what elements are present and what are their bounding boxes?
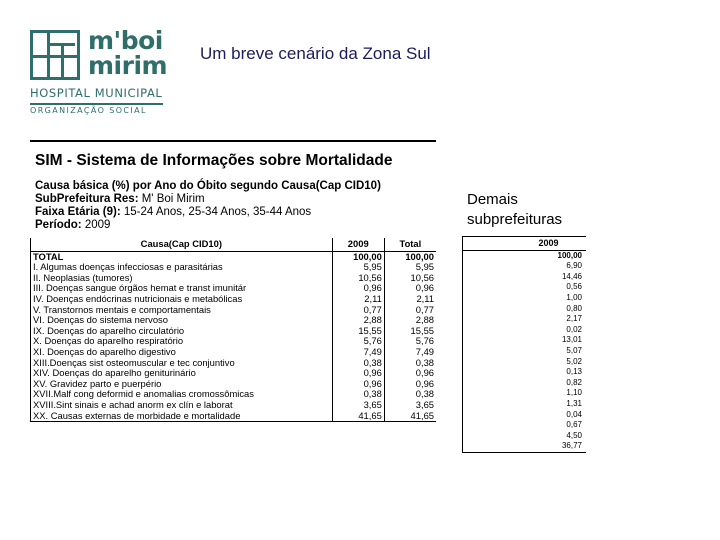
col-header-causa: Causa(Cap CID10) [31, 238, 333, 251]
demais-spacer-cell [463, 325, 512, 336]
value-2009-cell: 0,38 [332, 358, 384, 369]
demais-value-cell: 14,46 [561, 271, 582, 281]
sim-table-wrap [30, 238, 436, 422]
demais-row [463, 399, 587, 410]
logo-subtitle-organizacao: ORGANIZAÇÃO SOCIAL [30, 106, 147, 115]
demais-value-cell: 0,67 [566, 420, 582, 430]
demais-row [463, 357, 587, 368]
demais-spacer-cell [463, 357, 512, 368]
demais-label [467, 190, 562, 230]
demais-row [463, 304, 587, 315]
total-cell: 2,11 [384, 294, 436, 305]
demais-row [463, 410, 587, 421]
value-2009-cell: 0,96 [332, 368, 384, 379]
demais-value-cell: 0,56 [566, 282, 582, 292]
demais-row [463, 420, 587, 431]
table-row [31, 294, 437, 305]
demais-row [463, 367, 587, 378]
cause-cell: X. Doenças do aparelho respiratório [31, 336, 333, 347]
demais-spacer-cell [463, 420, 512, 431]
sim-table [30, 238, 436, 422]
total-cell: 0,38 [384, 358, 436, 369]
demais-spacer-cell [463, 293, 512, 304]
demais-value-cell: 4,50 [566, 430, 582, 440]
demais-value-cell: 2,17 [566, 314, 582, 324]
value-2009-cell: 2,88 [332, 315, 384, 326]
cause-cell: I. Algumas doenças infecciosas e parasitárias [31, 262, 333, 273]
demais-row [463, 431, 587, 442]
total-cell: 15,55 [384, 326, 436, 337]
cause-cell: XI. Doenças do aparelho digestivo [31, 347, 333, 358]
cause-cell: XVIII.Sint sinais e achad anorm ex clín e laborat [31, 400, 333, 411]
total-cell: 10,56 [384, 273, 436, 284]
logo-name-line1: m'boi [88, 26, 163, 55]
demais-row [463, 335, 587, 346]
demais-label-line1: Demais [467, 191, 518, 208]
demais-spacer-cell [463, 431, 512, 442]
value-2009-cell: 7,49 [332, 347, 384, 358]
demais-label-line2: subprefeituras [467, 211, 563, 228]
sim-cause-line: Causa básica (%) por Ano do Óbito segundo Causa(Cap CID10) [35, 180, 381, 192]
demais-spacer-cell [463, 367, 512, 378]
demais-row [463, 378, 587, 389]
demais-spacer-cell [463, 335, 512, 346]
demais-row-total [463, 250, 587, 261]
logo-name [88, 28, 167, 78]
cause-cell: VI. Doenças do sistema nervoso [31, 315, 333, 326]
divider-rule [30, 140, 436, 142]
total-cell: 0,77 [384, 305, 436, 316]
demais-value-cell: 0,82 [566, 377, 582, 387]
total-cell: 5,95 [384, 262, 436, 273]
value-2009-cell: 15,55 [332, 326, 384, 337]
sim-title: SIM - Sistema de Informações sobre Mortalidade [35, 152, 393, 169]
demais-value-cell: 36,77 [511, 441, 586, 452]
demais-spacer-cell [463, 388, 512, 399]
logo-name-line2: mirim [88, 51, 168, 80]
demais-spacer-cell [463, 378, 512, 389]
table-row [31, 347, 437, 358]
cause-cell: IV. Doenças endócrinas nutricionais e metabólicas [31, 294, 333, 305]
logo-subtitle-hospital: HOSPITAL MUNICIPAL [30, 86, 163, 105]
total-cell: 0,96 [384, 379, 436, 390]
value-2009-cell: 2,11 [332, 294, 384, 305]
sim-faixa-line: Faixa Etária (9): 15-24 Anos, 25-34 Anos, 35-44 Anos [35, 206, 312, 218]
demais-spacer-cell [463, 314, 512, 325]
demais-value-cell: 5,07 [566, 345, 582, 355]
demais-spacer-cell [463, 304, 512, 315]
demais-header-2009: 2009 [511, 237, 586, 251]
demais-value-cell: 1,31 [566, 398, 582, 408]
total-cell: 2,88 [384, 315, 436, 326]
demais-value-cell: 0,13 [566, 367, 582, 377]
logo-mark-icon [30, 30, 80, 80]
demais-spacer-cell [463, 261, 512, 272]
demais-row [463, 325, 587, 336]
total-cell: 0,38 [384, 389, 436, 400]
value-2009-cell: 5,95 [332, 262, 384, 273]
table-row [31, 400, 437, 411]
demais-value-cell: 6,90 [566, 261, 582, 271]
sim-subprefeitura-line: SubPrefeitura Res: M' Boi Mirim [35, 193, 205, 205]
total-cell: 0,96 [384, 283, 436, 294]
value-2009-cell: 0,96 [332, 379, 384, 390]
demais-table-wrap [462, 236, 586, 453]
demais-value-cell: 13,01 [561, 335, 582, 345]
cause-cell: XIII.Doenças sist osteomuscular e tec conjuntivo [31, 358, 333, 369]
demais-value-cell: 1,10 [566, 388, 582, 398]
slide-title: Um breve cenário da Zona Sul [200, 44, 431, 63]
total-cell: 41,65 [384, 411, 436, 422]
cause-cell: XV. Gravidez parto e puerpério [31, 379, 333, 390]
demais-row [463, 314, 587, 325]
demais-value-cell: 0,80 [566, 303, 582, 313]
total-cell: 5,76 [384, 336, 436, 347]
value-2009-cell: 10,56 [332, 273, 384, 284]
value-2009-cell: 0,96 [332, 283, 384, 294]
demais-value-cell: 100,00 [557, 250, 582, 260]
sim-periodo-line: Período: 2009 [35, 219, 111, 231]
demais-row [463, 272, 587, 283]
cause-cell: II. Neoplasias (tumores) [31, 273, 333, 284]
cause-cell: XVII.Malf cong deformid e anomalias cromossômicas [31, 389, 333, 400]
table-row [31, 411, 437, 422]
value-2009-cell: 41,65 [332, 411, 384, 422]
col-header-total: Total [384, 238, 436, 251]
total-cell: 7,49 [384, 347, 436, 358]
cause-cell: IX. Doenças do aparelho circulatório [31, 326, 333, 337]
value-2009-cell: 3,65 [332, 400, 384, 411]
demais-row [463, 388, 587, 399]
demais-row [463, 293, 587, 304]
cause-cell: XX. Causas externas de morbidade e mortalidade [31, 411, 333, 422]
demais-spacer-cell [463, 399, 512, 410]
total-cell: 100,00 [384, 251, 436, 262]
total-cell: 0,96 [384, 368, 436, 379]
cause-cell: III. Doenças sangue órgãos hemat e transt imunitár [31, 283, 333, 294]
demais-spacer-cell [463, 410, 512, 421]
demais-value-cell: 0,02 [566, 324, 582, 334]
demais-spacer-cell [463, 346, 512, 357]
demais-row [463, 346, 587, 357]
demais-row [463, 282, 587, 293]
demais-row [463, 261, 587, 272]
total-cell: 3,65 [384, 400, 436, 411]
value-2009-cell: 100,00 [332, 251, 384, 262]
value-2009-cell: 0,38 [332, 389, 384, 400]
demais-value-cell: 5,02 [566, 356, 582, 366]
value-2009-cell: 0,77 [332, 305, 384, 316]
demais-value-cell: 0,04 [566, 409, 582, 419]
cause-cell: XIV. Doenças do aparelho geniturinário [31, 368, 333, 379]
cause-cell: V. Transtornos mentais e comportamentais [31, 305, 333, 316]
demais-spacer-cell [463, 250, 512, 261]
col-header-2009: 2009 [332, 238, 384, 251]
demais-value-cell: 1,00 [566, 292, 582, 302]
hospital-logo [30, 26, 168, 120]
demais-spacer-cell [463, 282, 512, 293]
value-2009-cell: 5,76 [332, 336, 384, 347]
demais-table [462, 236, 586, 453]
demais-spacer-cell [463, 272, 512, 283]
cause-cell: TOTAL [31, 251, 333, 262]
demais-row [463, 441, 587, 452]
demais-spacer-cell [463, 441, 512, 452]
